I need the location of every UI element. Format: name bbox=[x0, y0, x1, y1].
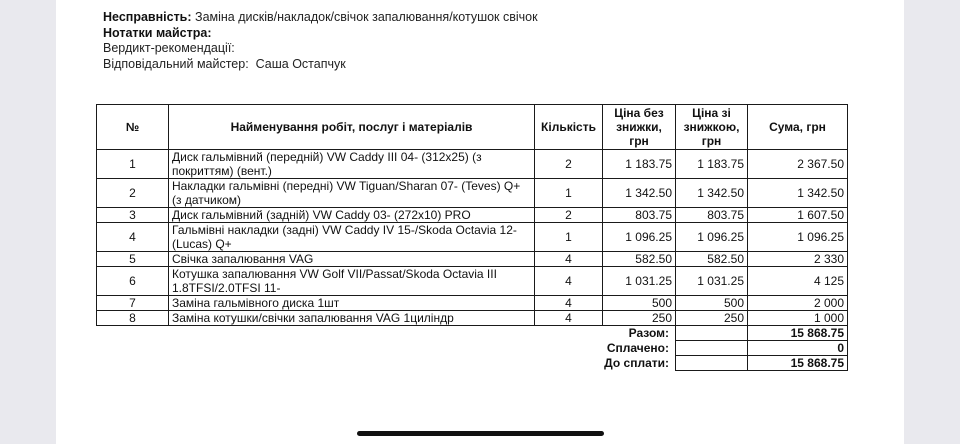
verdict-row bbox=[103, 41, 538, 57]
cell-qty: 1 bbox=[535, 179, 603, 208]
cell-name: Гальмівні накладки (задні) VW Caddy IV 15-/Skoda Octavia 12- (Lucas) Q+ bbox=[169, 223, 535, 252]
notes-row bbox=[103, 26, 538, 42]
cell-no: 1 bbox=[97, 150, 169, 179]
table-row bbox=[97, 267, 848, 296]
cell-no: 7 bbox=[97, 296, 169, 311]
table-row bbox=[97, 252, 848, 267]
total-row bbox=[97, 326, 848, 341]
paid-spacer bbox=[676, 341, 748, 356]
table-row bbox=[97, 296, 848, 311]
cell-name: Диск гальмівний (передній) VW Caddy III 04- (312x25) (з покриттям) (вент.) bbox=[169, 150, 535, 179]
cell-disc-price: 1 342.50 bbox=[676, 179, 748, 208]
cell-qty: 4 bbox=[535, 311, 603, 326]
due-spacer bbox=[676, 356, 748, 371]
cell-qty: 1 bbox=[535, 223, 603, 252]
cell-disc-price: 1 183.75 bbox=[676, 150, 748, 179]
cell-no: 4 bbox=[97, 223, 169, 252]
total-spacer bbox=[676, 326, 748, 341]
cell-sum: 2 330 bbox=[748, 252, 848, 267]
fault-row bbox=[103, 10, 538, 26]
cell-name: Заміна гальмівного диска 1шт bbox=[169, 296, 535, 311]
cell-disc-price: 582.50 bbox=[676, 252, 748, 267]
cell-sum: 4 125 bbox=[748, 267, 848, 296]
cell-qty: 2 bbox=[535, 208, 603, 223]
fault-value: Заміна дисків/накладок/свічок запалювання/котушок свічок bbox=[195, 10, 538, 24]
document-page bbox=[56, 0, 904, 444]
cell-disc-price: 500 bbox=[676, 296, 748, 311]
cell-sum: 1 607.50 bbox=[748, 208, 848, 223]
cell-no: 3 bbox=[97, 208, 169, 223]
cell-sum: 2 367.50 bbox=[748, 150, 848, 179]
col-qty: Кількість bbox=[535, 105, 603, 150]
cell-qty: 4 bbox=[535, 252, 603, 267]
table-header bbox=[97, 105, 848, 150]
table-row bbox=[97, 150, 848, 179]
cell-price: 803.75 bbox=[603, 208, 676, 223]
cell-sum: 2 000 bbox=[748, 296, 848, 311]
cell-price: 582.50 bbox=[603, 252, 676, 267]
table-row bbox=[97, 179, 848, 208]
cell-name: Заміна котушки/свічки запалювання VAG 1циліндр bbox=[169, 311, 535, 326]
cell-sum: 1 342.50 bbox=[748, 179, 848, 208]
cell-disc-price: 250 bbox=[676, 311, 748, 326]
col-disc-price: Ціна зі знижкою, грн bbox=[676, 105, 748, 150]
cell-price: 1 031.25 bbox=[603, 267, 676, 296]
due-row bbox=[97, 356, 848, 371]
paid-label: Сплачено: bbox=[606, 341, 669, 355]
fault-label: Несправність: bbox=[103, 10, 192, 24]
cell-sum: 1 096.25 bbox=[748, 223, 848, 252]
cell-price: 500 bbox=[603, 296, 676, 311]
cell-name: Свічка запалювання VAG bbox=[169, 252, 535, 267]
cell-disc-price: 1 031.25 bbox=[676, 267, 748, 296]
col-no: № bbox=[97, 105, 169, 150]
col-name: Найменування робіт, послуг і матеріалів bbox=[169, 105, 535, 150]
master-value: Саша Остапчук bbox=[255, 56, 346, 71]
notes-label: Нотатки майстра: bbox=[103, 25, 212, 40]
order-info bbox=[103, 10, 538, 72]
col-price: Ціна без знижки, грн bbox=[603, 105, 676, 150]
home-indicator[interactable] bbox=[357, 431, 604, 436]
cell-qty: 2 bbox=[535, 150, 603, 179]
cell-qty: 4 bbox=[535, 267, 603, 296]
cell-no: 5 bbox=[97, 252, 169, 267]
cell-name: Котушка запалювання VW Golf VII/Passat/Skoda Octavia III 1.8TFSI/2.0TFSI 11- bbox=[169, 267, 535, 296]
works-table bbox=[96, 104, 848, 371]
table-row bbox=[97, 311, 848, 326]
due-label: До сплати: bbox=[604, 356, 669, 370]
cell-price: 1 342.50 bbox=[603, 179, 676, 208]
total-label: Разом: bbox=[628, 326, 669, 341]
cell-name: Диск гальмівний (задній) VW Caddy 03- (272x10) PRO bbox=[169, 208, 535, 223]
master-label: Відповідальний майстер: bbox=[103, 56, 249, 71]
cell-name: Накладки гальмівні (передні) VW Tiguan/Sharan 07- (Teves) Q+ (з датчиком) bbox=[169, 179, 535, 208]
master-row bbox=[103, 57, 538, 73]
col-sum: Сума, грн bbox=[748, 105, 848, 150]
cell-price: 250 bbox=[603, 311, 676, 326]
cell-disc-price: 803.75 bbox=[676, 208, 748, 223]
cell-price: 1 096.25 bbox=[603, 223, 676, 252]
due-value: 15 868.75 bbox=[748, 356, 848, 371]
cell-qty: 4 bbox=[535, 296, 603, 311]
cell-no: 8 bbox=[97, 311, 169, 326]
cell-no: 6 bbox=[97, 267, 169, 296]
paid-row bbox=[97, 341, 848, 356]
table-row bbox=[97, 208, 848, 223]
verdict-label: Вердикт-рекомендації: bbox=[103, 41, 235, 55]
cell-sum: 1 000 bbox=[748, 311, 848, 326]
table-row bbox=[97, 223, 848, 252]
paid-value: 0 bbox=[748, 341, 848, 356]
cell-disc-price: 1 096.25 bbox=[676, 223, 748, 252]
total-value: 15 868.75 bbox=[748, 326, 848, 341]
cell-price: 1 183.75 bbox=[603, 150, 676, 179]
cell-no: 2 bbox=[97, 179, 169, 208]
